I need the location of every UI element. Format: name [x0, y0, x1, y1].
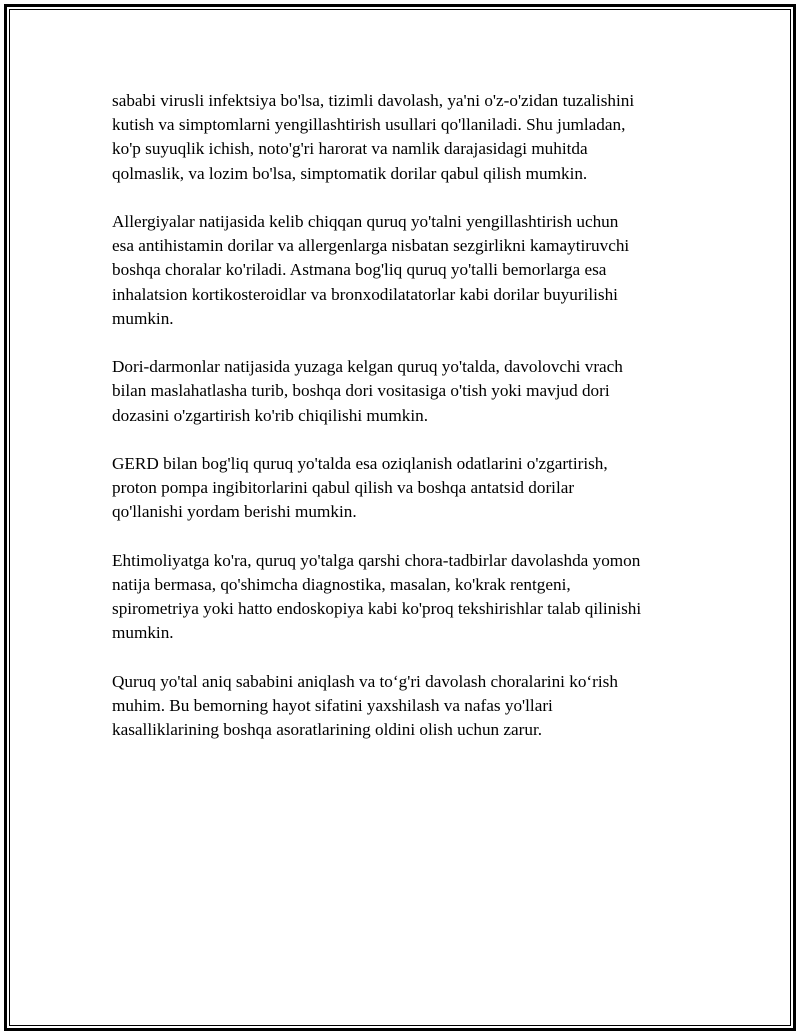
document-body	[112, 89, 712, 767]
paragraph-6: Quruq yo'tal aniq sababini aniqlash va to‘g'ri davolash choralarini ko‘rish muhim. Bu bemorning hayot sifatini yaxshilash va nafas yo'llari kasalliklarining boshqa asoratlarining oldini olish uchun zarur.	[112, 671, 618, 740]
paragraph-2: Allergiyalar natijasida kelib chiqqan quruq yo'talni yengillashtirish uchun esa antihistamin dorilar va allergenlarga nisbatan sezgirlikni kamaytiruvchi boshqa choralar ko'riladi. Astmana bog'liq quruq yo'talli bemorlarga esa inhalatsion kortikosteroidlar va bronxodilatatorlar kabi dorilar buyurilishi mumkin.	[112, 212, 630, 328]
paragraph-4: GERD bilan bog'liq quruq yo'talda esa oziqlanish odatlarini o'zgartirish, proton pompa ingibitorlarini qabul qilish va boshqa antatsid dorilar qo'llanishi yordam berishi mumkin.	[112, 454, 608, 522]
paragraph-3: Dori-darmonlar natijasida yuzaga kelgan quruq yo'talda, davolovchi vrach bilan maslahatlasha turib, boshqa dori vositasiga o'tish yoki mavjud dori dozasini o'zgartirish ko'rib chiqilishi mumkin.	[112, 357, 623, 425]
paragraph-1: sababi virusli infektsiya bo'lsa, tizimli davolash, ya'ni o'z-o'zidan tuzalishini kutish va simptomlarni yengillashtirish usullari qo'llaniladi. Shu jumladan, ko'p suyuqlik ichish, noto'g'ri harorat va namlik darajasidagi muhitda qolmaslik, va lozim bo'lsa, simptomatik dorilar qabul qilish mumkin.	[112, 91, 635, 183]
paragraph-5: Ehtimoliyatga ko'ra, quruq yo'talga qarshi chora-tadbirlar davolashda yomon natija bermasa, qo'shimcha diagnostika, masalan, ko'krak rentgeni, spirometriya yoki hatto endoskopiya kabi ko'proq tekshirishlar talab qilinishi mumkin.	[112, 550, 642, 643]
